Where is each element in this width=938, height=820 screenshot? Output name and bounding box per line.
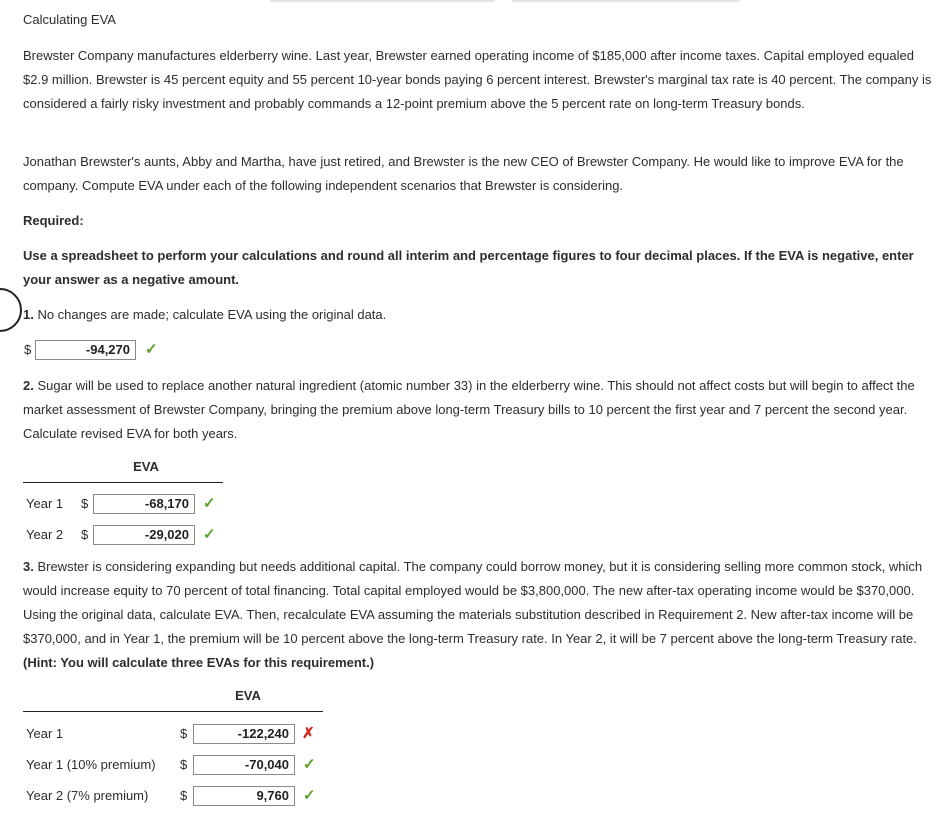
q2-year-2-eva-input[interactable]: -29,020 <box>93 525 195 545</box>
row-label-year-2-7-premium: Year 2 (7% premium) <box>26 788 149 803</box>
q3-year-1-eva-input[interactable]: -122,240 <box>193 724 295 744</box>
currency-symbol: $ <box>180 788 188 803</box>
top-scroll-indicator <box>270 0 495 2</box>
incorrect-x-icon: ✗ <box>302 725 315 742</box>
question-number: 2. <box>23 378 34 393</box>
correct-check-icon: ✓ <box>303 787 316 804</box>
currency-symbol: $ <box>81 496 89 511</box>
question-1-text <box>23 303 933 327</box>
currency-symbol: $ <box>24 342 32 357</box>
question-text: Sugar will be used to replace another natural ingredient (atomic number 33) in the elderberry wine. This should not affect costs but will begin to affect the market assessment of Brewster Company, bringing the premium above long-term Treasury bills to 10 percent the first year and 7 percent the second year. Calculate revised EVA for both years. <box>23 378 915 441</box>
current-question-marker <box>0 288 22 332</box>
currency-symbol: $ <box>180 757 188 772</box>
q3-year-1-10-premium-eva-input[interactable]: -70,040 <box>193 755 295 775</box>
question-number: 3. <box>23 559 34 574</box>
eva-column-header: EVA <box>235 688 261 703</box>
row-label-year-2: Year 2 <box>26 527 64 542</box>
correct-check-icon: ✓ <box>203 495 216 512</box>
correct-check-icon: ✓ <box>303 756 316 773</box>
q1-eva-input[interactable]: -94,270 <box>35 340 136 360</box>
eva-column-header: EVA <box>133 459 159 474</box>
question-number: 1. <box>23 307 34 322</box>
question-text: Brewster is considering expanding but needs additional capital. The company could borrow money, but it is considering selling more common stock, which would increase equity to 70 percent of total financing. Total capital employed would be $3,800,000. The new after-tax operating income would be $370,000. Using the original data, calculate EVA. Then, recalculate EVA assuming the materials substitution described in Requirement 2. New after-tax income will be $370,000, and in Year 1, the premium will be 10 percent above the long-term Treasury rate. In Year 2, it will be 7 percent above the long-term Treasury rate. <box>23 559 923 646</box>
correct-check-icon: ✓ <box>145 341 158 358</box>
q2-year-1-eva-input[interactable]: -68,170 <box>93 494 195 514</box>
top-scroll-indicator <box>512 0 740 2</box>
table-header-rule <box>23 482 223 483</box>
instructions-paragraph: Use a spreadsheet to perform your calculations and round all interim and percentage figures to four decimal places. If the EVA is negative, enter your answer as a negative amount. <box>23 248 914 287</box>
currency-symbol: $ <box>81 527 89 542</box>
correct-check-icon: ✓ <box>203 526 216 543</box>
question-3-text <box>23 555 933 675</box>
table-header-rule <box>23 711 323 712</box>
question-text: No changes are made; calculate EVA using the original data. <box>33 307 387 322</box>
page-title: Calculating EVA <box>23 12 116 27</box>
row-label-year-1: Year 1 <box>26 496 64 511</box>
row-label-year-1: Year 1 <box>26 726 64 741</box>
required-label: Required: <box>23 213 84 228</box>
context-paragraph: Jonathan Brewster's aunts, Abby and Martha, have just retired, and Brewster is the new CEO of Brewster Company. He would like to improve EVA for the company. Compute EVA under each of the following independent scenarios that Brewster is considering. <box>23 154 904 193</box>
intro-paragraph: Brewster Company manufactures elderberry wine. Last year, Brewster earned operating income of $185,000 after income taxes. Capital employed equaled $2.9 million. Brewster is 45 percent equity and 55 percent 10-year bonds paying 6 percent interest. Brewster's marginal tax rate is 40 percent. The company is considered a fairly risky investment and probably commands a 12-point premium above the 5 percent rate on long-term Treasury bonds. <box>23 48 932 111</box>
row-label-year-1-10-premium: Year 1 (10% premium) <box>26 757 156 772</box>
q3-year-2-7-premium-eva-input[interactable]: 9,760 <box>193 786 295 806</box>
question-hint: (Hint: You will calculate three EVAs for this requirement.) <box>23 655 375 670</box>
question-2-text <box>23 374 933 446</box>
currency-symbol: $ <box>180 726 188 741</box>
